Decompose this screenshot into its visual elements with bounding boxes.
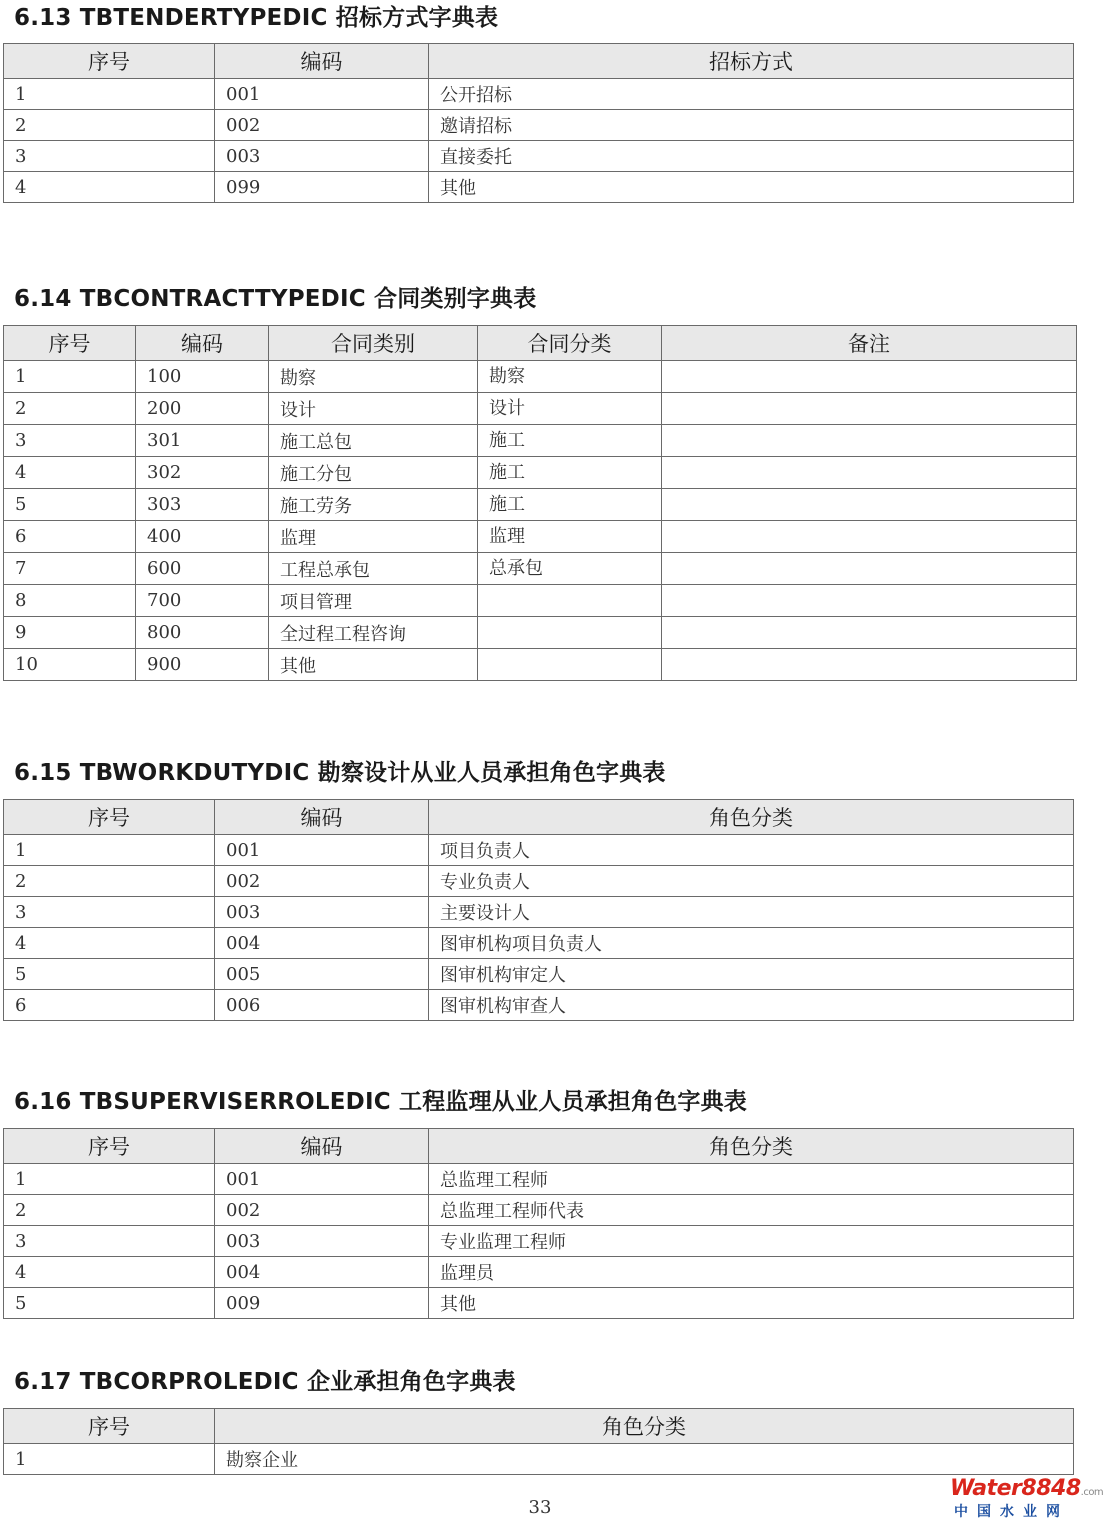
column-header: 合同类别: [269, 326, 478, 361]
cell: 监理: [269, 521, 478, 553]
cell: 100: [136, 361, 269, 393]
cell: 001: [215, 1164, 429, 1195]
cell: 301: [136, 425, 269, 457]
cell: 001: [215, 835, 429, 866]
cell: 图审机构审查人: [429, 990, 1074, 1021]
cell: 600: [136, 553, 269, 585]
cell: 002: [215, 866, 429, 897]
cell: 公开招标: [429, 79, 1074, 110]
section-title-6-13: 6.13 TBTENDERTYPEDIC 招标方式字典表: [14, 5, 499, 31]
table-row: [4, 1288, 1074, 1319]
cell: 004: [215, 1257, 429, 1288]
cell: 设计: [269, 393, 478, 425]
cell: [478, 585, 662, 617]
cell: [478, 649, 662, 681]
table-row: [4, 866, 1074, 897]
cell: 5: [4, 1288, 215, 1319]
cell: 直接委托: [429, 141, 1074, 172]
table-header-row: [4, 326, 1077, 361]
table-row: [4, 1164, 1074, 1195]
cell: 监理: [478, 521, 662, 553]
cell: 1: [4, 1164, 215, 1195]
cell: 002: [215, 110, 429, 141]
cell: [662, 553, 1077, 585]
table-row: [4, 1444, 1074, 1475]
cell: 1: [4, 79, 215, 110]
cell: 6: [4, 990, 215, 1021]
watermark-brand: [950, 1476, 1103, 1501]
cell: 施工: [478, 425, 662, 457]
cell: 400: [136, 521, 269, 553]
cell: [662, 649, 1077, 681]
column-header: 备注: [662, 326, 1077, 361]
cell: 200: [136, 393, 269, 425]
table-header-row: [4, 1409, 1074, 1444]
column-header: 序号: [4, 800, 215, 835]
cell: 全过程工程咨询: [269, 617, 478, 649]
cell: 施工劳务: [269, 489, 478, 521]
column-header: 编码: [136, 326, 269, 361]
table-row: [4, 79, 1074, 110]
cell: 监理员: [429, 1257, 1074, 1288]
column-header: 角色分类: [429, 800, 1074, 835]
cell: 005: [215, 959, 429, 990]
cell: 900: [136, 649, 269, 681]
cell: 9: [4, 617, 136, 649]
cell: 1: [4, 835, 215, 866]
column-header: 编码: [215, 800, 429, 835]
table-row: [4, 1257, 1074, 1288]
column-header: 招标方式: [429, 44, 1074, 79]
cell: [478, 617, 662, 649]
table-row: [4, 959, 1074, 990]
cell: 设计: [478, 393, 662, 425]
table-row: [4, 649, 1077, 681]
table-header-row: [4, 44, 1074, 79]
cell: 3: [4, 425, 136, 457]
cell: 专业监理工程师: [429, 1226, 1074, 1257]
cell: 4: [4, 1257, 215, 1288]
table-row: [4, 1226, 1074, 1257]
table-row: [4, 110, 1074, 141]
cell: 专业负责人: [429, 866, 1074, 897]
cell: 施工: [478, 489, 662, 521]
cell: 7: [4, 553, 136, 585]
cell: 1: [4, 1444, 215, 1475]
cell: 项目负责人: [429, 835, 1074, 866]
cell: 003: [215, 141, 429, 172]
cell: 5: [4, 959, 215, 990]
table-row: [4, 521, 1077, 553]
cell: 总承包: [478, 553, 662, 585]
cell: 8: [4, 585, 136, 617]
cell: 其他: [429, 172, 1074, 203]
table-row: [4, 928, 1074, 959]
work-duty-table: [3, 799, 1074, 1021]
table-row: [4, 425, 1077, 457]
cell: 5: [4, 489, 136, 521]
cell: 1: [4, 361, 136, 393]
table-row: [4, 553, 1077, 585]
cell: 001: [215, 79, 429, 110]
contract-type-table: [3, 325, 1077, 681]
cell: 700: [136, 585, 269, 617]
cell: 勘察: [269, 361, 478, 393]
cell: [662, 617, 1077, 649]
cell: 4: [4, 172, 215, 203]
corp-role-table: [3, 1408, 1074, 1475]
cell: 009: [215, 1288, 429, 1319]
cell: 其他: [429, 1288, 1074, 1319]
column-header: 编码: [215, 44, 429, 79]
supervisor-role-table: [3, 1128, 1074, 1319]
table-row: [4, 585, 1077, 617]
cell: [662, 393, 1077, 425]
watermark-brand-text: Water8848: [950, 1476, 1081, 1501]
watermark-logo: [950, 1476, 1103, 1522]
cell: 2: [4, 393, 136, 425]
cell: 004: [215, 928, 429, 959]
cell: 099: [215, 172, 429, 203]
cell: [662, 489, 1077, 521]
cell: 2: [4, 110, 215, 141]
watermark-tld: .com: [1080, 1487, 1103, 1498]
column-header: 角色分类: [429, 1129, 1074, 1164]
cell: 4: [4, 457, 136, 489]
table-row: [4, 835, 1074, 866]
cell: 总监理工程师代表: [429, 1195, 1074, 1226]
column-header: 角色分类: [215, 1409, 1074, 1444]
cell: 工程总承包: [269, 553, 478, 585]
cell: 施工: [478, 457, 662, 489]
cell: 6: [4, 521, 136, 553]
watermark-subtitle: 中国水业网: [954, 1504, 1069, 1520]
column-header: 序号: [4, 44, 215, 79]
cell: 其他: [269, 649, 478, 681]
table-row: [4, 172, 1074, 203]
cell: 勘察企业: [215, 1444, 1074, 1475]
column-header: 编码: [215, 1129, 429, 1164]
cell: 2: [4, 1195, 215, 1226]
cell: 10: [4, 649, 136, 681]
column-header: 序号: [4, 1409, 215, 1444]
section-title-6-16: 6.16 TBSUPERVISERROLEDIC 工程监理从业人员承担角色字典表: [14, 1089, 748, 1115]
cell: 006: [215, 990, 429, 1021]
cell: 图审机构审定人: [429, 959, 1074, 990]
table-row: [4, 489, 1077, 521]
cell: 总监理工程师: [429, 1164, 1074, 1195]
table-row: [4, 393, 1077, 425]
page-number: 33: [528, 1497, 552, 1518]
cell: 4: [4, 928, 215, 959]
cell: 2: [4, 866, 215, 897]
cell: 003: [215, 1226, 429, 1257]
section-title-6-14: 6.14 TBCONTRACTTYPEDIC 合同类别字典表: [14, 286, 537, 312]
cell: 施工总包: [269, 425, 478, 457]
cell: 项目管理: [269, 585, 478, 617]
table-row: [4, 141, 1074, 172]
table-row: [4, 897, 1074, 928]
cell: 3: [4, 141, 215, 172]
column-header: 序号: [4, 1129, 215, 1164]
table-header-row: [4, 1129, 1074, 1164]
cell: 3: [4, 1226, 215, 1257]
cell: 图审机构项目负责人: [429, 928, 1074, 959]
table-header-row: [4, 800, 1074, 835]
column-header: 合同分类: [478, 326, 662, 361]
cell: 主要设计人: [429, 897, 1074, 928]
cell: [662, 457, 1077, 489]
section-title-6-15: 6.15 TBWORKDUTYDIC 勘察设计从业人员承担角色字典表: [14, 760, 666, 786]
cell: [662, 361, 1077, 393]
cell: 003: [215, 897, 429, 928]
table-row: [4, 990, 1074, 1021]
cell: [662, 425, 1077, 457]
cell: 303: [136, 489, 269, 521]
cell: 800: [136, 617, 269, 649]
table-row: [4, 457, 1077, 489]
cell: 302: [136, 457, 269, 489]
table-row: [4, 361, 1077, 393]
table-row: [4, 617, 1077, 649]
cell: [662, 585, 1077, 617]
cell: [662, 521, 1077, 553]
cell: 邀请招标: [429, 110, 1074, 141]
cell: 施工分包: [269, 457, 478, 489]
section-title-6-17: 6.17 TBCORPROLEDIC 企业承担角色字典表: [14, 1369, 516, 1395]
table-row: [4, 1195, 1074, 1226]
column-header: 序号: [4, 326, 136, 361]
cell: 002: [215, 1195, 429, 1226]
cell: 勘察: [478, 361, 662, 393]
tender-type-table: [3, 43, 1074, 203]
cell: 3: [4, 897, 215, 928]
